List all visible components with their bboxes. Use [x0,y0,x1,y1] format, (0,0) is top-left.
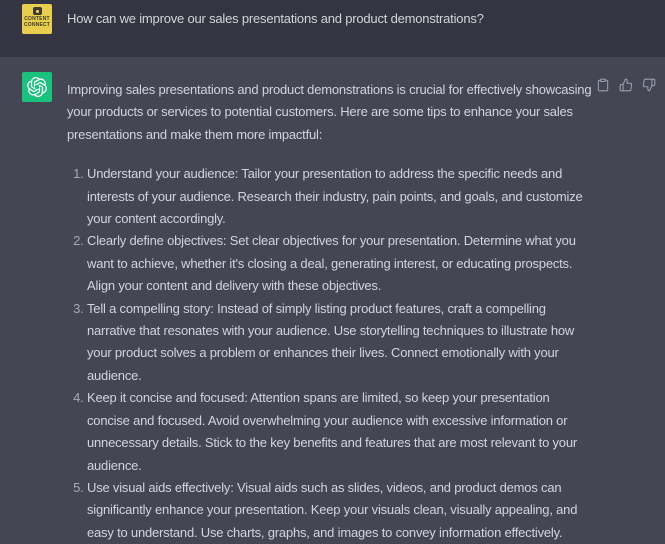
user-avatar-label [24,17,50,28]
list-item: 1. Understand your audience: Tailor your presentation to address the specific needs and interests of your audience. Research their industry, pain points, and goals, and customize your content accordingly. [87,163,592,230]
user-message-content [67,0,592,30]
thumbs-down-icon [642,78,656,92]
message-actions [596,78,656,92]
list-item: 2. Clearly define objectives: Set clear objectives for your presentation. Determine what you want to achieve, whether it's closing a deal, generating interest, or educating prospects. Align your content and delivery with these objectives. [87,230,592,297]
list-item: 5. Use visual aids effectively: Visual aids such as slides, videos, and product demos can significantly enhance your presentation. Keep your visuals clean, visually appealing, and easy to understand. Use charts, graphs, and images to convey information effectively. [87,477,592,544]
assistant-avatar [22,72,52,102]
clipboard-icon [596,78,610,92]
thumbs-up-button[interactable] [619,78,633,92]
user-avatar [22,4,52,34]
user-question-text: How can we improve our sales presentations and product demonstrations? [67,11,484,26]
thumbs-down-button[interactable] [642,78,656,92]
avatar-text-line2: CONNECT [23,21,51,28]
content-connect-logo-icon [33,7,42,15]
tips-list [67,163,592,544]
thumbs-up-icon [619,78,633,92]
copy-button[interactable] [596,78,610,92]
assistant-intro-paragraph: Improving sales presentations and product demonstrations is crucial for effectively showcasing your products or services to potential customers. Here are some tips to enhance your sales presentations and make them more impactful: [67,82,592,142]
avatar-text-line1: CONTENT [24,16,50,22]
list-item: 4. Keep it concise and focused: Attention spans are limited, so keep your presentation concise and focused. Avoid overwhelming your audience with excessive information or unnecessary details. Stick to the key benefits and features that are most relevant to your audience. [87,387,592,477]
assistant-message-content [67,57,592,544]
openai-logo-icon [27,77,47,97]
assistant-message-row [0,57,665,544]
logo-dot [36,10,39,13]
user-message-row [0,0,665,57]
list-item: 3. Tell a compelling story: Instead of simply listing product features, craft a compelling narrative that resonates with your audience. Use storytelling techniques to illustrate how your product solves a problem or enhances their lives. Connect emotionally with your audience. [87,298,592,388]
